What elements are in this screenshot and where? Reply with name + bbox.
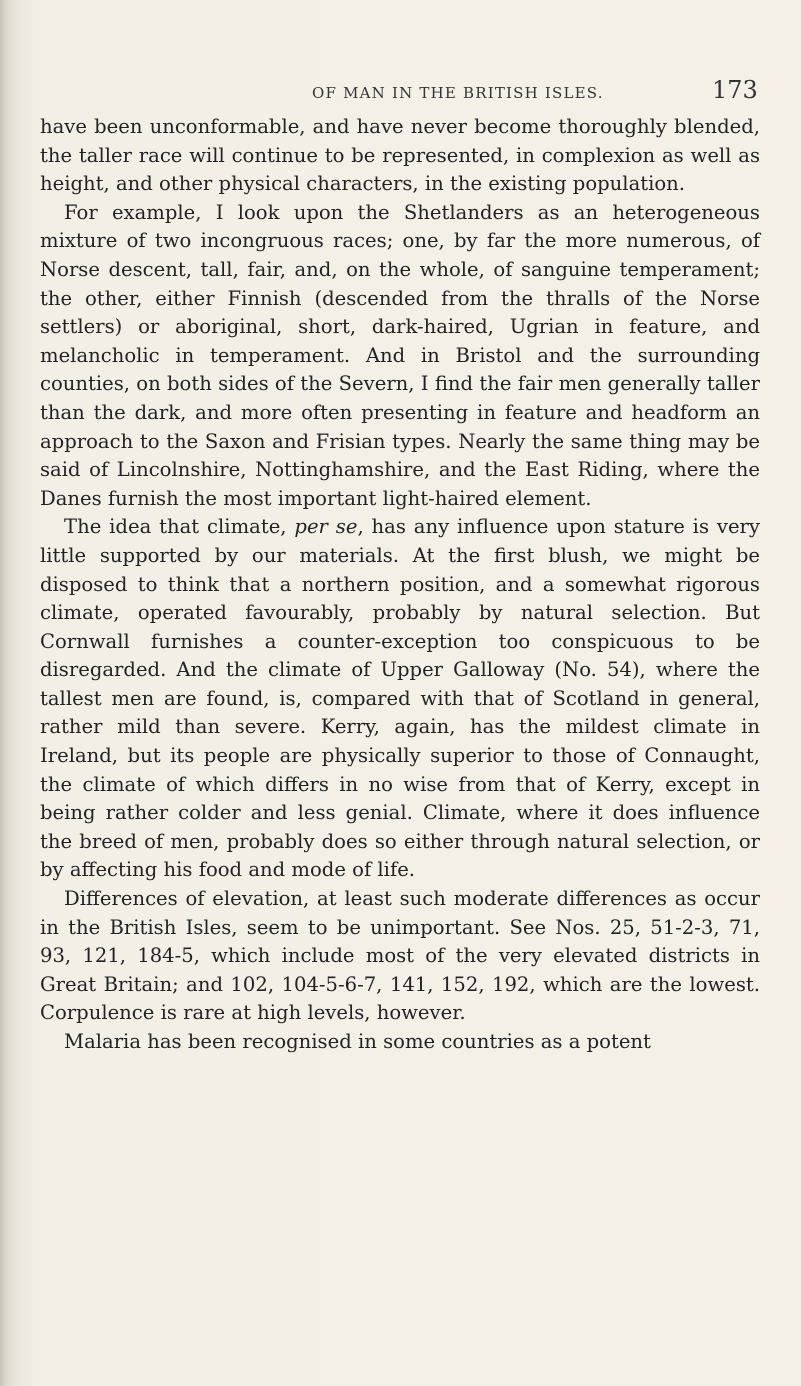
- running-title: OF MAN IN THE BRITISH ISLES.: [312, 84, 604, 102]
- paragraph-climate: [40, 513, 760, 885]
- paragraph-climate-italic: per se: [294, 515, 358, 539]
- paragraph-elevation: Differences of elevation, at least such moderate differences as occur in the British Isles, seem to be unimportant. See Nos. 25, 51-2-3, 71, 93, 121, 184-5, which include most of the very elevated districts in Great Britain; and 102, 104-5-6-7, 141, 152, 192, which are the lowest. Corpulence is rare at high levels, however.: [40, 887, 760, 1025]
- body-text: [40, 113, 760, 1057]
- paragraph-climate-text-end: , has any influence upon stature is very little supported by our materials. At the first blush, we might be disposed to think that a northern position, and a somewhat rigorous climate, operated favourably, probably by natural selection. But Cornwall furnishes a counter-exception too conspicuous to be disregarded. And the climate of Upper Galloway (No. 54), where the tallest men are found, is, compared with that of Scotland in general, rather mild than severe. Kerry, again, has the mildest climate in Ireland, but its people are physically superior to those of Connaught, the climate of which differs in no wise from that of Kerry, except in being rather colder and less genial. Climate, where it does influence the breed of men, probably does so either through natural selection, or by affecting his food and mode of life.: [40, 515, 760, 882]
- paragraph-malaria: Malaria has been recognised in some countries as a potent: [64, 1030, 651, 1053]
- page-header: [0, 76, 801, 110]
- page-number: 173: [712, 76, 758, 104]
- paragraph-shetlanders: For example, I look upon the Shetlanders as an heterogeneous mixture of two incongruous races; one, by far the more numerous, of Norse descent, tall, fair, and, on the whole, of sanguine temperament; the other, either Finnish (descended from the thralls of the Norse settlers) or aboriginal, short, dark-haired, Ugrian in feature, and melancholic in temperament. And in Bristol and the surrounding counties, on both sides of the Severn, I find the fair men generally taller than the dark, and more often presenting in feature and headform an approach to the Saxon and Frisian types. Nearly the same thing may be said of Lincolnshire, Nottinghamshire, and the East Riding, where the Danes furnish the most important light-haired element.: [40, 200, 760, 510]
- paragraph-continuation: have been unconformable, and have never become thoroughly blended, the taller race will continue to be represented, in complexion as well as height, and other physical characters, in the existing population.: [40, 115, 760, 196]
- paragraph-climate-text-start: The idea that climate,: [64, 515, 295, 539]
